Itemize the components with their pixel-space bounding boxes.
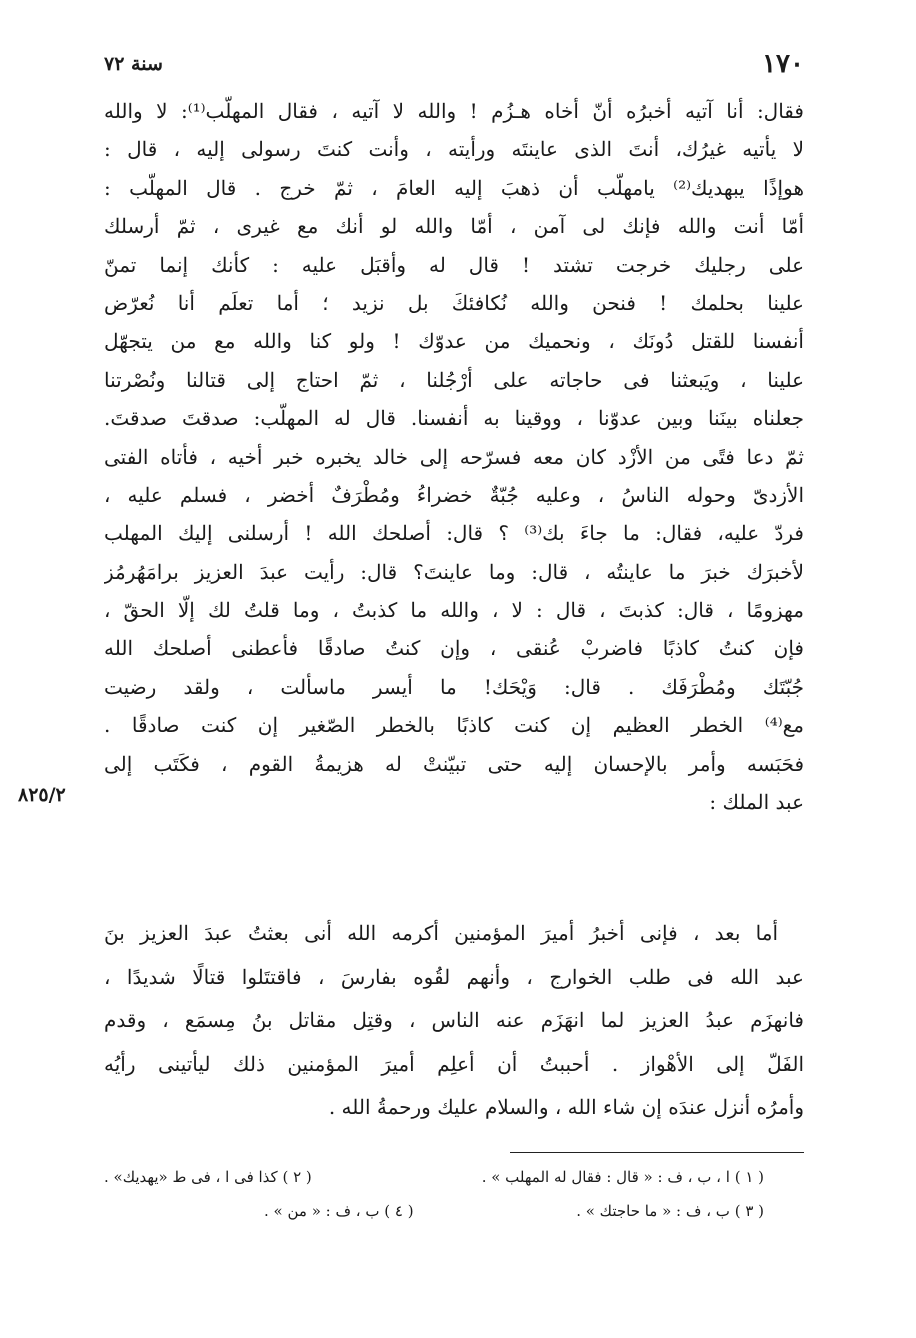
letter-line: فانهزَم عبدُ العزيز لما انهَزَم عنه الناس ، وقتِل مقاتل بنُ مِسمَع ، وقدم	[104, 1008, 804, 1032]
letter-line: أما بعد ، فإنى أخبرُ أميرَ المؤمنين أكرمه الله أنى بعثتُ عبدَ العزيز بنَ	[104, 921, 778, 945]
main-text	[104, 92, 804, 821]
footnote-row	[104, 1194, 764, 1228]
letter-line: عبد الله فى طلب الخوارج ، وأنهم لقُوه بفارسَ ، فاقتتَلوا قتالًا شديدًا ،	[104, 964, 804, 989]
text-line: هوإذًا يبهديك⁽²⁾ يامهلّب أن ذهبَ إليه العامَ ، ثمّ خرج . قال المهلّب :	[104, 175, 804, 200]
text-line: الأزدىّ وحوله الناسُ ، وعليه جُبّةٌ خضراءُ ومُطْرَفٌ أخضر ، فسلم عليه ،	[104, 482, 804, 507]
text-line: لأخبرَك خبرَ ما عاينتُه ، قال: وما عاينتَ؟ قال: رأيت عبدَ العزيز برامَهُرمُز	[104, 559, 804, 584]
footnote-3: ( ٣ ) ب ، ف : « ما حاجتك » .	[576, 1202, 764, 1220]
text-line: فقال: أنا آتيه أخبرُه أنّ أخاه هـزُم ! والله لا آتيه ، فقال المهلّب⁽¹⁾: لا والله	[104, 99, 804, 123]
text-line: مع⁽⁴⁾ الخطر العظيم إن كنت كاذبًا بالخطر الصّغير إن كنت صادقًا .	[104, 713, 804, 738]
page-number: ١٧٠	[762, 49, 804, 79]
text-line: أنفسنا للقتل دُونَك ، ونحميك من عدوّك ! ولو كنا والله مع من يتجهّل	[104, 329, 804, 354]
text-line: مهزومًا ، قال: كذبتَ ، قال : لا ، والله ما كذبتُ ، وما قلتُ لك إلّا الحقّ ،	[104, 598, 804, 623]
margin-reference: ٨٢٥/٢	[18, 784, 66, 806]
text-line: فردّ عليه، فقال: ما جاءَ بك⁽³⁾ ؟ قال: أصلحك الله ! أرسلنى إليك المهلب	[104, 521, 804, 546]
text-line: أمّا أنت والله فإنك لى آمن ، أمّا والله لو أنك مع غيرى ، ثمّ أرسلك	[104, 214, 804, 239]
letter-text	[104, 912, 804, 1130]
text-line: لا يأتيه غيرُك، أنتَ الذى عاينتَه ورأيته ، وأنت كنتَ رسولى إليه ، قال :	[104, 137, 804, 162]
running-head-year: سنة ٧٢	[104, 53, 163, 75]
text-line: فحَبَسه وأمر بالإحسان إليه حتى تبيّنتْ له هزيمةُ القوم ، فكَتَب إلى	[104, 751, 804, 776]
text-line: جعلناه بينَنا وبين عدوّنا ، ووقينا به أنفسنا. قال له المهلّب: صدقتَ صدقتَ.	[104, 406, 804, 431]
text-line: علينا ، ويَبعثنا فى حاجاته على أرْجُلنا ، ثمّ احتاج إلى قتالنا ونُصْرتنا	[104, 367, 804, 392]
text-line: فإن كنتُ كاذبًا فاضربْ عُنقى ، وإن كنتُ صادقًا فأعطنى أصلحك الله	[104, 636, 804, 661]
text-line: عبد الملك :	[709, 790, 804, 815]
footnote-row	[104, 1160, 764, 1194]
footnote-1: ( ١ ) ا ، ب ، ف : « قال : فقال له المهلب » .	[481, 1168, 764, 1186]
footnotes	[104, 1160, 764, 1228]
letter-line: الفَلّ إلى الأهْواز . أحببتُ أن أعلِم أميرَ المؤمنين ذلك ليأتينى رأيُه	[104, 1051, 804, 1076]
page-header	[104, 44, 804, 84]
text-line: جُبّتَك ومُطْرَفَك . قال: وَيْحَك! ما أيسر ماسألت ، ولقد رضيت	[104, 674, 804, 699]
letter-line: وأمرُه أنزل عندَه إن شاء الله ، والسلام عليك ورحمةُ الله .	[328, 1095, 804, 1119]
text-line: علينا بحلمك ! فنحن والله نُكافئكَ بل نزيد ؛ أما تعلَم أنا نُعرّض	[104, 290, 804, 315]
footnote-2: ( ٢ ) كذا فى ا ، فى ط «يهديك» .	[104, 1168, 312, 1186]
text-line: ثمّ دعا فتًى من الأزْد كان معه فسرّحه إلى خالد يخبره خبر أخيه ، فأتاه الفتى	[104, 444, 804, 469]
text-line: على رجليك خرجت تشتد ! قال له وأقبَل عليه : كأنك إنما تمنّ	[104, 252, 804, 277]
footnote-4: ( ٤ ) ب ، ف : « من » .	[264, 1202, 414, 1220]
footnote-divider	[510, 1152, 804, 1153]
